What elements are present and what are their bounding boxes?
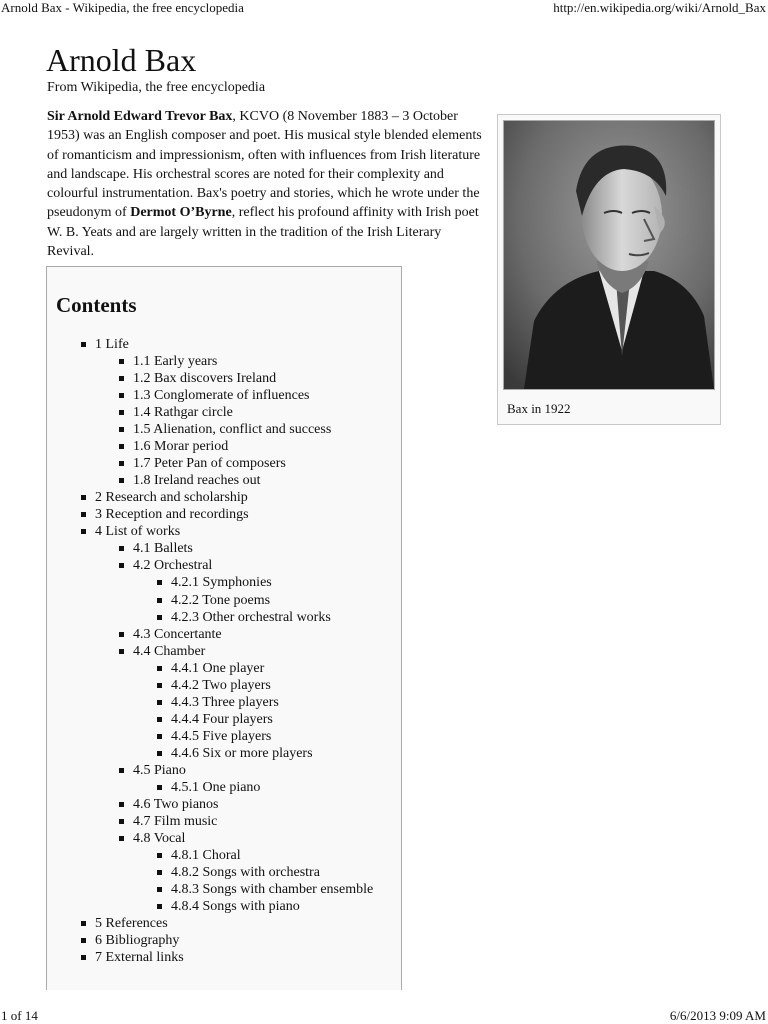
bullet-icon	[81, 495, 86, 500]
toc-item[interactable]	[171, 728, 271, 745]
toc-item[interactable]	[171, 660, 264, 677]
toc-item-label: 6 Bibliography	[95, 933, 180, 949]
bullet-icon	[157, 870, 162, 875]
toc-item-label: 4.6 Two pianos	[133, 796, 219, 812]
toc-item-label: 4.5.1 One piano	[171, 779, 261, 795]
bullet-icon	[81, 921, 86, 926]
bullet-icon	[157, 734, 162, 739]
bullet-icon	[119, 836, 124, 841]
toc-item[interactable]	[133, 421, 331, 438]
toc-item[interactable]	[171, 609, 331, 626]
toc-item-label: 4.8.4 Songs with piano	[171, 899, 300, 914]
infobox	[497, 114, 721, 425]
toc-item-label: 1.8 Ireland reaches out	[133, 473, 261, 489]
toc-item-label: 1 Life	[95, 337, 129, 352]
toc-item[interactable]	[133, 557, 212, 574]
toc-item[interactable]	[133, 762, 186, 779]
bullet-icon	[119, 410, 124, 415]
toc-item[interactable]	[133, 830, 185, 847]
toc-item-label: 4.4.6 Six or more players	[171, 745, 313, 761]
toc-item-label: 4.4 Chamber	[133, 643, 206, 659]
table-of-contents	[46, 266, 402, 990]
bullet-icon	[119, 819, 124, 824]
toc-item[interactable]	[133, 472, 261, 489]
toc-item[interactable]	[171, 574, 272, 591]
toc-item[interactable]	[133, 455, 286, 472]
toc-item[interactable]	[95, 932, 179, 949]
toc-item[interactable]	[133, 540, 193, 557]
bullet-icon	[119, 444, 124, 449]
toc-item[interactable]	[95, 506, 249, 523]
toc-item[interactable]	[171, 898, 300, 915]
toc-item-label: 4.4.2 Two players	[171, 677, 271, 693]
toc-item[interactable]	[171, 677, 271, 694]
bullet-icon	[119, 649, 124, 654]
toc-item[interactable]	[171, 694, 279, 711]
toc-item[interactable]	[133, 643, 205, 660]
bullet-icon	[119, 359, 124, 364]
toc-item-label: 1.3 Conglomerate of influences	[133, 388, 310, 404]
toc-item-label: 7 External links	[95, 950, 184, 966]
toc-item[interactable]	[133, 438, 228, 455]
bullet-icon	[157, 717, 162, 722]
toc-item[interactable]	[133, 813, 217, 830]
bullet-icon	[157, 904, 162, 909]
toc-item[interactable]	[171, 592, 270, 609]
bullet-icon	[81, 512, 86, 517]
toc-item[interactable]	[133, 370, 276, 387]
bullet-icon	[157, 666, 162, 671]
bullet-icon	[81, 529, 86, 534]
toc-item-label: 4.4.5 Five players	[171, 728, 272, 744]
toc-item-label: 4.2.3 Other orchestral works	[171, 609, 331, 625]
toc-item-label: 4.4.1 One player	[171, 660, 265, 676]
toc-item[interactable]	[171, 779, 260, 796]
bullet-icon	[119, 478, 124, 483]
bullet-icon	[119, 427, 124, 432]
toc-item-label: 4.2 Orchestral	[133, 558, 213, 574]
pseudonym-link[interactable]: Dermot O’Byrne	[130, 205, 232, 221]
toc-item[interactable]	[95, 523, 180, 540]
toc-item[interactable]	[171, 847, 241, 864]
bullet-icon	[119, 546, 124, 551]
bullet-icon	[119, 563, 124, 568]
intro-text-2: , reflect his profound affinity with Irish poet W. B. Yeats and are largely written in the tradition of the Irish Literary Revival.	[47, 205, 479, 260]
bullet-icon	[119, 393, 124, 398]
toc-item[interactable]	[95, 949, 184, 966]
toc-item[interactable]	[133, 796, 218, 813]
toc-item[interactable]	[95, 915, 168, 932]
toc-item-label: 4.4.3 Three players	[171, 694, 279, 710]
toc-item[interactable]	[171, 745, 313, 762]
bullet-icon	[157, 785, 162, 790]
toc-item-label: 4.8.1 Choral	[171, 847, 241, 863]
toc-item[interactable]	[133, 387, 310, 404]
bullet-icon	[157, 683, 162, 688]
toc-item-label: 4.2.2 Tone poems	[171, 592, 271, 608]
bullet-icon	[157, 700, 162, 705]
bullet-icon	[81, 342, 86, 347]
infobox-caption: Bax in 1922	[507, 401, 571, 416]
bullet-icon	[119, 802, 124, 807]
toc-item[interactable]	[133, 353, 217, 370]
toc-title: Contents	[56, 293, 137, 317]
toc-item-label: 4.8.3 Songs with chamber ensemble	[171, 882, 374, 897]
bullet-icon	[157, 751, 162, 756]
bullet-icon	[157, 887, 162, 892]
toc-item[interactable]	[133, 626, 222, 643]
bullet-icon	[119, 461, 124, 466]
portrait-image[interactable]	[503, 120, 715, 390]
toc-item-label: 1.7 Peter Pan of composers	[133, 456, 286, 472]
toc-item-label: 3 Reception and recordings	[95, 507, 249, 523]
toc-item-label: 1.6 Morar period	[133, 439, 229, 455]
toc-item-label: 1.2 Bax discovers Ireland	[133, 371, 277, 387]
bullet-icon	[119, 632, 124, 637]
toc-item-label: 1.5 Alienation, conflict and success	[133, 422, 332, 438]
page-header-url[interactable]: http://en.wikipedia.org/wiki/Arnold_Bax	[553, 0, 766, 15]
intro-text-1: , KCVO (8 November 1883 – 3 October 1953) was an English composer and poet. His musical style blended elements of romanticism and impressionism, often with influences from Irish literature and landscape. His orchestral scores are noted for their complexity and colourful instrumentation. Bax's poetry and stories, which he wrote under the pseudonym of	[47, 109, 482, 221]
toc-item[interactable]	[171, 864, 320, 881]
toc-item-label: 4.1 Ballets	[133, 541, 193, 557]
bullet-icon	[157, 580, 162, 585]
page-subtitle: From Wikipedia, the free encyclopedia	[47, 80, 266, 95]
bullet-icon	[157, 615, 162, 620]
toc-item-label: 4.8.2 Songs with orchestra	[171, 864, 320, 880]
toc-item-label: 4.8 Vocal	[133, 830, 186, 846]
toc-item-label: 4 List of works	[95, 524, 181, 540]
toc-item-label: 5 References	[95, 916, 168, 931]
toc-item[interactable]	[95, 336, 129, 353]
toc-item-label: 4.5 Piano	[133, 762, 186, 778]
toc-item-label: 4.7 Film music	[133, 813, 218, 829]
portrait-photo-icon	[504, 121, 714, 389]
bullet-icon	[81, 938, 86, 943]
page-title: Arnold Bax	[46, 42, 197, 78]
subject-name: Sir Arnold Edward Trevor Bax	[47, 109, 233, 124]
page-footer-timestamp: 6/6/2013 9:09 AM	[669, 1008, 766, 1023]
page-header-title: Arnold Bax - Wikipedia, the free encyclopedia	[1, 0, 244, 15]
toc-item-label: 4.3 Concertante	[133, 626, 222, 642]
bullet-icon	[119, 768, 124, 773]
page-footer-count: 1 of 14	[1, 1008, 38, 1023]
toc-item[interactable]	[171, 711, 273, 728]
toc-item-label: 2 Research and scholarship	[95, 490, 248, 506]
toc-item-label: 1.4 Rathgar circle	[133, 405, 233, 421]
bullet-icon	[81, 955, 86, 960]
toc-item-label: 4.4.4 Four players	[171, 711, 273, 727]
bullet-icon	[119, 376, 124, 381]
toc-item[interactable]	[171, 881, 373, 898]
intro-paragraph	[47, 107, 483, 261]
toc-item-label: 1.1 Early years	[133, 354, 218, 369]
toc-item[interactable]	[133, 404, 233, 421]
toc-item[interactable]	[95, 489, 248, 506]
bullet-icon	[157, 853, 162, 858]
toc-item-label: 4.2.1 Symphonies	[171, 575, 272, 591]
bullet-icon	[157, 598, 162, 603]
